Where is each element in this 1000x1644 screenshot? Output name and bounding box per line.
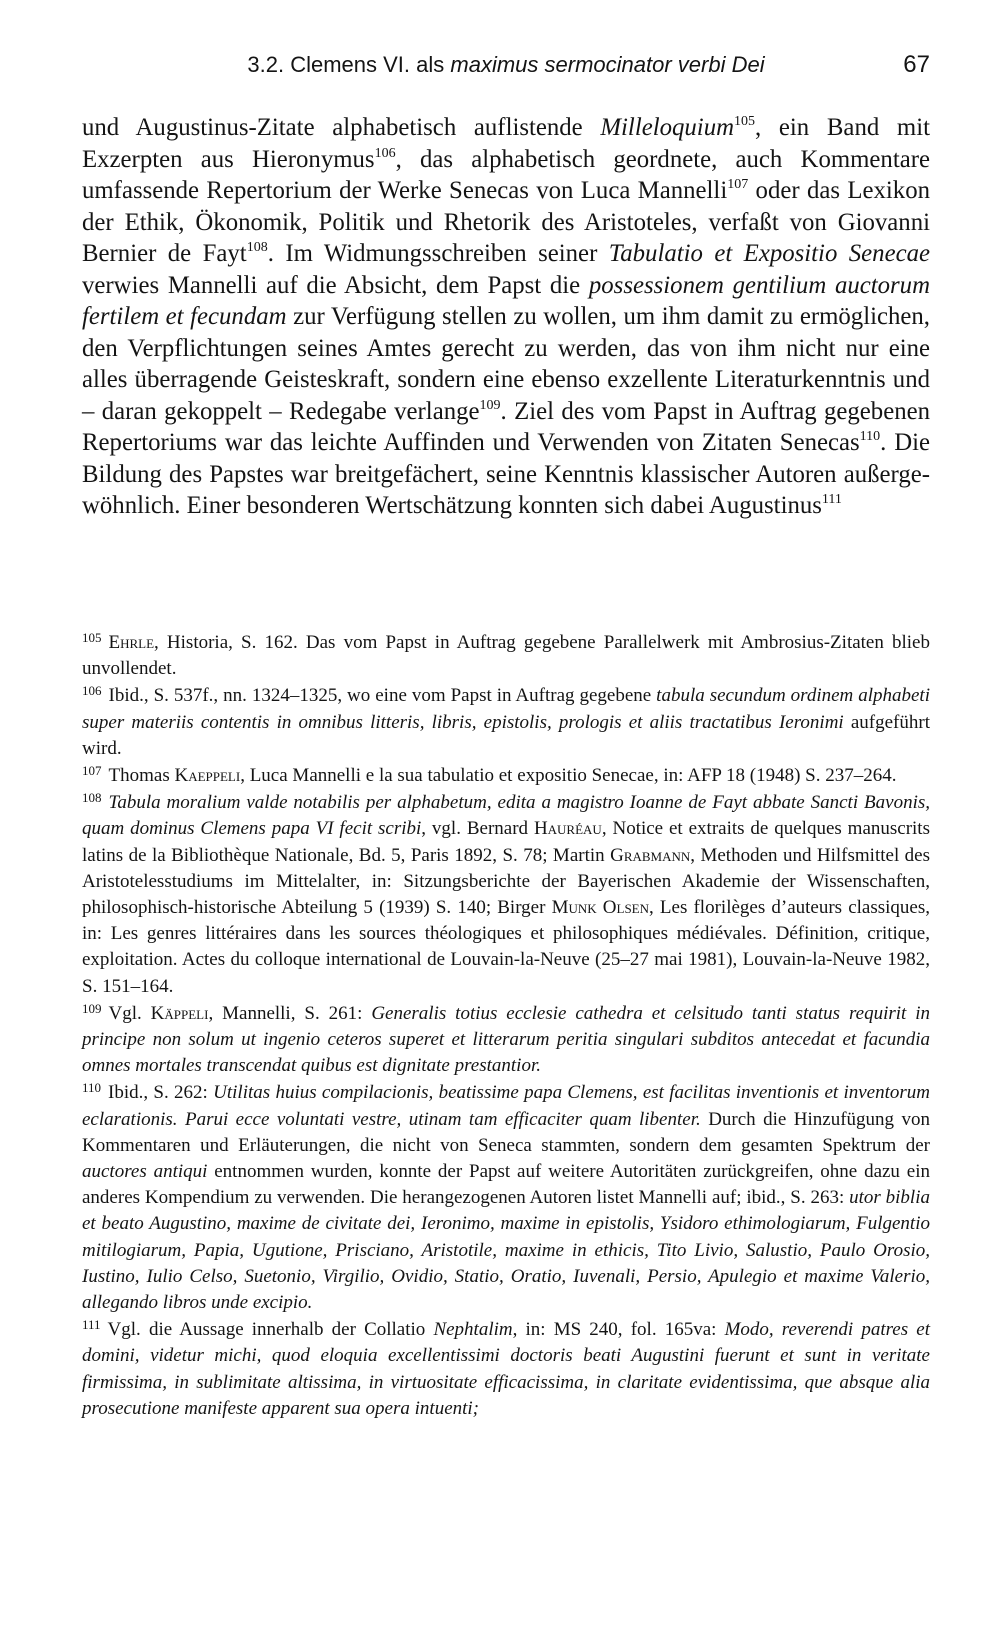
footnote-italic: auctores antiqui bbox=[82, 1161, 208, 1183]
page-number: 67 bbox=[903, 51, 930, 78]
footnote-italic: utor biblia et beato Augustino, maxime de civitate dei, Ieronimo, maxime in epistolis, Ysidoro ethimologiarum, Fulgentio mitilogiarum, Papia, Ugutione, Prisciano, Aristotile, maxime in ethicis, Tito Livio, Salustio, Paulo Orosio, Iustino, Iulio Celso, Suetonio, Virgilio, Ovidio, Statio, Oratio, Iuvenali, Persio, Apulegio et maxime Valerio, allegando libros unde excipio. bbox=[82, 1187, 930, 1314]
footnote-ref-108: 108 bbox=[246, 240, 268, 255]
footnote-106 bbox=[82, 683, 930, 762]
footnote-number: 106 bbox=[82, 683, 102, 699]
italic-title-tabulatio: Tabulatio et Expositio Senecae bbox=[608, 240, 930, 267]
footnote-105 bbox=[82, 630, 930, 682]
footnote-number: 111 bbox=[82, 1317, 101, 1333]
author-name: Ehrle bbox=[108, 632, 155, 653]
text-run: oder das Lexikon der Ethik, Ökonomik, Politik und Rhetorik des Aristoteles, verfaßt von Giovanni Bernier de Fayt bbox=[82, 177, 930, 267]
running-head-italic: maximus sermocinator verbi Dei bbox=[450, 52, 765, 77]
footnote-italic: Modo, reverendi patres et domini, videtur michi, quod eloquia excellentissimi doctoris beati Augustini fuerunt et sunt in veritate firmissima, in sublimitate altissima, in virtuositate efficacissima, in claritate evidentissima, que absque alia prosecutione manifeste apparent sua opera intuenti; bbox=[82, 1319, 930, 1419]
footnote-text: Thomas bbox=[108, 765, 175, 787]
footnote-number: 108 bbox=[82, 790, 102, 806]
footnote-text: Vgl. die Aussage innerhalb der Collatio bbox=[107, 1319, 434, 1341]
footnote-ref-111: 111 bbox=[821, 492, 842, 507]
footnote-ref-110: 110 bbox=[859, 429, 881, 444]
footnote-number: 109 bbox=[82, 1000, 102, 1016]
footnote-text: , Methoden und Hilfsmittel des Aristotelesstudiums im Mittelalter, in: Sitzungsberichte der Bayerischen Akademie der Wissenschaften, philosophisch-historische Abteilung 5 (1939) S. 140; Birger bbox=[82, 844, 930, 919]
footnote-107 bbox=[82, 763, 930, 789]
footnote-ref-105: 105 bbox=[734, 114, 756, 129]
author-name: Grabmann bbox=[610, 844, 691, 866]
footnote-109 bbox=[82, 1001, 930, 1080]
running-head-title bbox=[82, 50, 930, 80]
author-name: Käppeli bbox=[150, 1002, 209, 1024]
author-name: Hauréau bbox=[533, 818, 602, 840]
text-run: . Die Bildung des Papstes war breitgefächert, seine Kenntnis klassischer Autoren außergewöhnlich. Einer besonderen Wertschätzung konnten sich dabei Augustinus bbox=[82, 429, 930, 519]
footnote-ref-107: 107 bbox=[727, 177, 749, 192]
footnote-text: , Historia, S. 162. Das vom Papst in Auftrag gegebene Parallelwerk mit Ambrosius-Zitaten blieb unvollendet. bbox=[82, 632, 930, 680]
footnotes bbox=[82, 630, 930, 1423]
footnote-text: , in: MS 240, fol. 165va: bbox=[512, 1319, 725, 1341]
footnote-text: aufgeführt wird. bbox=[82, 711, 930, 759]
footnote-text: , Notice et extraits de quelques manuscrits latins de la Bibliothèque Nationale, Bd. 5, Paris 1892, S. 78; Martin bbox=[82, 818, 930, 866]
italic-title-milleloquium: Milleloquium bbox=[600, 114, 735, 141]
text-run: verwies Mannelli auf die Absicht, dem Papst die bbox=[82, 271, 589, 299]
footnote-text: , vgl. Bernard bbox=[421, 818, 534, 840]
footnote-ref-106: 106 bbox=[374, 145, 396, 161]
author-name: Kaeppeli bbox=[174, 765, 241, 787]
running-head-section: 3.2. Clemens VI. als bbox=[247, 52, 451, 77]
main-paragraph bbox=[82, 112, 930, 522]
running-head bbox=[82, 50, 930, 90]
footnote-italic: Utilitas huius compilacionis, beatissime papa Clemens, est facilitas inventionis et inventorum eclarationis. Parui ecce voluntati vestre, utinam tam efficaciter quam libenter. bbox=[82, 1082, 930, 1130]
footnote-108 bbox=[82, 790, 930, 1000]
footnote-text: Ibid., S. 262: bbox=[108, 1082, 214, 1104]
text-run: zur Verfügung stellen zu wollen, um ihm damit zu ermöglichen, den Verpflichtungen seines Amtes gerecht zu werden, das von ihm nicht nur eine alles überragende Geisteskraft, sondern eine ebenso exzellente Literaturkenntnis und – daran gekoppelt – Redegabe verlange bbox=[82, 303, 930, 425]
text-run: , das alphabetisch geordnete, auch Kommentare umfassende Repertorium der Werke Senecas von Luca Mannelli bbox=[82, 145, 930, 204]
footnote-italic: tabula secundum ordinem alphabeti super materiis contentis in omnibus litteris, libris, epistolis, prologis et aliis tractatibus Ieronimi bbox=[82, 685, 930, 733]
footnote-text: , Mannelli, S. 261: bbox=[208, 1002, 372, 1024]
footnote-italic: Tabula moralium valde notabilis per alphabetum, edita a magistro Ioanne de Fayt abbate Sancti Bavonis, quam dominus Clemens papa VI fecit scribi bbox=[82, 792, 930, 840]
footnote-ref-109: 109 bbox=[479, 397, 501, 413]
text-run: , ein Band mit Exzerpten aus Hieronymus bbox=[82, 114, 930, 173]
footnote-110 bbox=[82, 1080, 930, 1316]
text-run: . Ziel des vom Papst in Auftrag gegebenen Repertoriums war das leichte Auffinden und Verwenden von Zitaten Senecas bbox=[82, 397, 931, 456]
footnote-111 bbox=[82, 1317, 930, 1422]
footnote-number: 110 bbox=[82, 1080, 102, 1096]
footnote-italic: Generalis totius ecclesie cathedra et celsitudo tanti status requirit in principe non solum ut ingenio ceteros superet et litterarum peritia singulari subditos antecedat et facundia omnes mortales transcendat quibus est dignitate prestantior. bbox=[82, 1002, 930, 1077]
author-name: Munk Olsen bbox=[551, 897, 650, 919]
footnote-text: Vgl. bbox=[108, 1002, 151, 1024]
text-run: . Im Widmungsschreiben seiner bbox=[267, 240, 609, 267]
footnote-text: , Les florilèges d’auteurs classiques, in: Les genres littéraires dans les sources théologiques et philosophiques médiévales. Définition, critique, exploitation. Actes du colloque international de Louvain-la-Neuve (25–27 mai 1981), Louvain-la-Neuve 1982, S. 151–164. bbox=[82, 897, 930, 997]
footnote-text: Ibid., S. 537f., nn. 1324–1325, wo eine vom Papst in Auftrag gegebene bbox=[108, 685, 657, 707]
footnote-number: 107 bbox=[82, 763, 102, 779]
footnote-text: , Luca Mannelli e la sua tabulatio et expositio Senecae, in: AFP 18 (1948) S. 237–264. bbox=[240, 765, 897, 787]
footnote-text: entnommen wurden, konnte der Papst auf weitere Autoritäten zurückgreifen, ohne dazu ein anderes Kompendium zu verwenden. Die herangezogenen Autoren listet Mannelli auf; ibid., S. 263: bbox=[82, 1161, 930, 1209]
footnote-text: Durch die Hinzufügung von Kommentaren und Erläuterungen, die nicht von Seneca stammten, sondern dem gesamten Spektrum der bbox=[82, 1108, 930, 1156]
footnote-number: 105 bbox=[82, 630, 102, 645]
italic-latin-quote: possessionem gentilium auctorum fertilem et fecundam bbox=[82, 271, 930, 330]
footnote-italic: Nephtalim bbox=[433, 1319, 513, 1341]
text-run: und Augustinus-Zitate alphabetisch auflistende bbox=[82, 114, 601, 141]
main-text bbox=[82, 112, 930, 522]
